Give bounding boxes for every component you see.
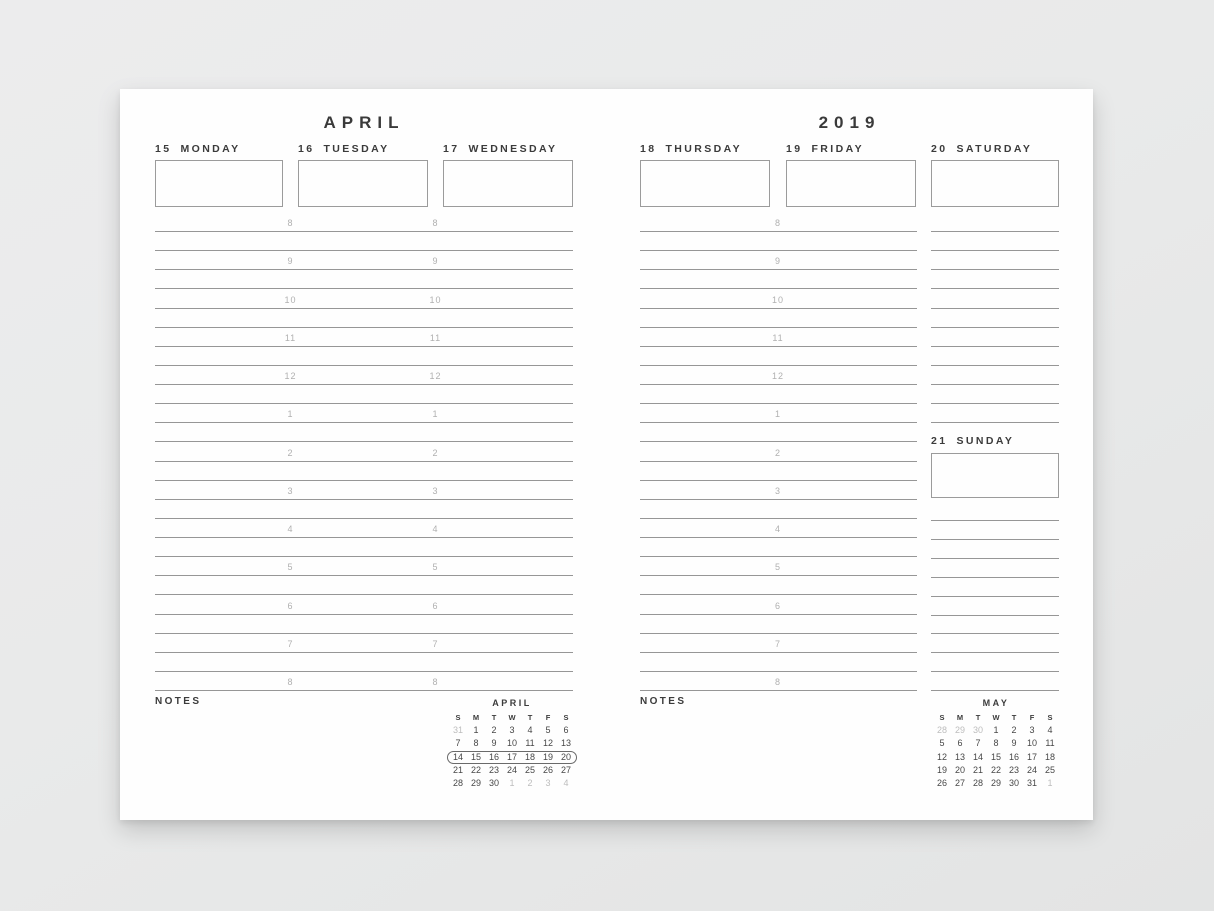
mini-calendar-day: 27 (954, 777, 965, 788)
mini-calendar-day: 24 (1026, 764, 1037, 775)
rule-line (931, 520, 1059, 521)
rule-line (155, 288, 573, 289)
day-header-friday (786, 143, 864, 156)
mini-calendar-day: 20 (954, 764, 965, 775)
rule-line (640, 269, 917, 270)
mini-calendar-day: 29 (990, 777, 1001, 788)
hour-label-8: 8 (287, 218, 294, 228)
mini-calendar-day: 4 (1047, 725, 1053, 736)
mini-calendar-day: 17 (1026, 751, 1037, 762)
mini-calendar-dow: F (1029, 713, 1035, 722)
day-name: SUNDAY (956, 435, 1015, 447)
mini-calendar-week (449, 737, 575, 750)
hour-label-10: 10 (284, 294, 297, 305)
mini-calendar-day: 20 (560, 751, 571, 762)
rule-line (640, 384, 917, 385)
mini-calendar-day: 12 (542, 738, 553, 749)
day-number: 18 (640, 143, 657, 155)
mini-calendar-day: 7 (975, 738, 981, 749)
mini-calendar-day: 22 (470, 764, 481, 775)
rule-line (155, 690, 573, 691)
mini-calendar-day: 5 (939, 738, 945, 749)
hour-label-5: 5 (774, 562, 781, 573)
mini-calendar-day: 4 (527, 725, 533, 736)
hour-label-6: 6 (774, 600, 781, 611)
mini-calendar-day: 11 (525, 738, 535, 749)
mini-calendar-day: 1 (473, 725, 479, 736)
mini-calendar-day: 8 (473, 738, 479, 749)
rule-line (155, 441, 573, 442)
day-header-sunday (931, 435, 1014, 448)
hour-label-10: 10 (429, 294, 442, 305)
mini-calendar-day: 25 (524, 764, 535, 775)
rule-line (931, 577, 1059, 578)
rule-line (155, 556, 573, 557)
mini-calendar-week (933, 777, 1059, 790)
mini-calendar-day: 19 (936, 764, 947, 775)
rule-line (640, 422, 917, 423)
mini-calendar-title: APRIL (492, 698, 532, 708)
rule-line (931, 308, 1059, 309)
hour-label-2: 2 (774, 447, 781, 458)
rule-line (640, 231, 917, 232)
rule-line (931, 652, 1059, 653)
hour-label-3: 3 (287, 485, 294, 496)
hour-label-1: 1 (774, 409, 781, 420)
mini-calendar-dow: M (956, 713, 964, 722)
mini-calendar-day: 12 (936, 751, 947, 762)
hour-label-8: 8 (774, 218, 781, 228)
day-name: TUESDAY (323, 143, 390, 155)
rule-line (640, 556, 917, 557)
hour-label-9: 9 (287, 256, 294, 267)
mini-calendar-day: 29 (954, 725, 965, 736)
rule-line (931, 365, 1059, 366)
day-name: MONDAY (180, 143, 241, 155)
mini-calendar-day: 7 (455, 738, 461, 749)
mini-calendar-day: 19 (542, 751, 553, 762)
day-name: THURSDAY (665, 143, 743, 155)
rule-line (640, 480, 917, 481)
mini-calendar-dow: S (455, 713, 461, 722)
year-title: 2019 (818, 113, 881, 132)
rule-line (155, 461, 573, 462)
day-entry-box-monday (155, 160, 283, 207)
hour-label-2: 2 (432, 447, 439, 458)
mini-calendar-dow-row (449, 711, 575, 724)
hour-label-7: 7 (774, 638, 781, 649)
rule-line (155, 614, 573, 615)
hour-label-6: 6 (432, 600, 439, 611)
rule-line (640, 327, 917, 328)
rule-line (640, 633, 917, 634)
mini-calendar-day: 31 (1026, 777, 1037, 788)
mini-calendar-day: 5 (545, 725, 551, 736)
rule-line (155, 346, 573, 347)
mini-calendar-day: 10 (506, 738, 517, 749)
mini-calendar-day: 9 (1011, 738, 1017, 749)
mini-calendar-week (449, 724, 575, 737)
rule-line (931, 671, 1059, 672)
day-entry-box-wednesday (443, 160, 573, 207)
day-entry-box-tuesday (298, 160, 428, 207)
mini-calendar-may (933, 698, 1059, 790)
rule-line (155, 250, 573, 251)
mini-calendar-dow: T (527, 713, 533, 722)
hour-label-8: 8 (287, 677, 294, 687)
rule-line (155, 499, 573, 500)
hour-label-7: 7 (287, 638, 294, 649)
rule-line (155, 308, 573, 309)
mini-calendar-day: 26 (542, 764, 553, 775)
mini-calendar-april (449, 698, 575, 790)
rule-line (155, 422, 573, 423)
mini-calendar-day: 6 (957, 738, 963, 749)
day-number: 19 (786, 143, 803, 155)
rule-line (155, 671, 573, 672)
rule-line (155, 365, 573, 366)
mini-calendar-day: 26 (936, 777, 947, 788)
rule-line (155, 594, 573, 595)
mini-calendar-day: 1 (993, 725, 999, 736)
mini-calendar-week (933, 724, 1059, 737)
rule-line (931, 596, 1059, 597)
mini-calendar-day: 31 (452, 725, 463, 736)
mini-calendar-day: 18 (1044, 751, 1055, 762)
mini-calendar-day: 13 (954, 751, 965, 762)
rule-line (931, 690, 1059, 691)
mini-calendar-day: 2 (527, 777, 533, 788)
rule-line (931, 231, 1059, 232)
rule-line (931, 327, 1059, 328)
rule-line (640, 614, 917, 615)
mini-calendar-day: 14 (452, 751, 463, 762)
day-number: 17 (443, 143, 460, 155)
rule-line (155, 403, 573, 404)
mini-calendar-day: 1 (509, 777, 515, 788)
hour-label-10: 10 (771, 294, 784, 305)
mini-calendar-day: 27 (560, 764, 571, 775)
day-header-wednesday (443, 143, 557, 156)
notes-label-right: NOTES (640, 696, 687, 707)
mini-calendar-day: 16 (1008, 751, 1019, 762)
day-name: FRIDAY (811, 143, 865, 155)
mini-calendar-week (933, 764, 1059, 777)
rule-line (640, 346, 917, 347)
hour-label-12: 12 (284, 371, 297, 381)
rule-line (931, 403, 1059, 404)
rule-line (640, 537, 917, 538)
rule-line (931, 633, 1059, 634)
mini-calendar-day: 23 (1008, 764, 1019, 775)
rule-line (640, 288, 917, 289)
mini-calendar-week (449, 751, 575, 764)
mini-calendar-day: 17 (506, 751, 517, 762)
mini-calendar-day: 30 (1008, 777, 1019, 788)
rule-line (931, 384, 1059, 385)
rule-line (155, 575, 573, 576)
mini-calendar-day: 15 (470, 751, 481, 762)
mini-calendar-dow: F (545, 713, 551, 722)
day-entry-box-friday (786, 160, 916, 207)
hour-label-8: 8 (774, 677, 781, 687)
hour-label-1: 1 (432, 409, 439, 420)
mini-calendar-day: 3 (1029, 725, 1035, 736)
mini-calendar-dow: S (939, 713, 945, 722)
rule-line (640, 690, 917, 691)
mini-calendar-dow: S (563, 713, 569, 722)
mini-calendar-dow: T (491, 713, 497, 722)
rule-line (931, 288, 1059, 289)
mini-calendar-day: 24 (506, 764, 517, 775)
mini-calendar-day: 2 (491, 725, 497, 736)
hour-label-11: 11 (429, 332, 442, 343)
mini-calendar-week (933, 751, 1059, 764)
day-number: 20 (931, 143, 948, 155)
mini-calendar-day: 16 (488, 751, 499, 762)
hour-label-11: 11 (284, 332, 297, 343)
hour-label-5: 5 (432, 562, 439, 573)
rule-line (155, 480, 573, 481)
mini-calendar-dow: W (508, 713, 516, 722)
mini-calendar-dow: W (992, 713, 1000, 722)
rule-line (931, 250, 1059, 251)
rule-line (640, 652, 917, 653)
rule-line (155, 518, 573, 519)
mini-calendar-day: 2 (1011, 725, 1017, 736)
day-entry-box-thursday (640, 160, 770, 207)
rule-line (640, 594, 917, 595)
hour-label-4: 4 (432, 524, 439, 534)
rule-line (931, 422, 1059, 423)
day-header-saturday (931, 143, 1032, 156)
day-name: WEDNESDAY (468, 143, 558, 155)
hour-label-12: 12 (771, 371, 784, 381)
hour-label-3: 3 (432, 485, 439, 496)
mini-calendar-day: 28 (452, 777, 463, 788)
mini-calendar-day: 28 (972, 777, 983, 788)
hour-label-9: 9 (774, 256, 781, 267)
mini-calendar-title: MAY (982, 698, 1010, 708)
rule-line (640, 575, 917, 576)
mini-calendar-day: 22 (990, 764, 1001, 775)
mini-calendar-day: 15 (990, 751, 1001, 762)
mini-calendar-dow: S (1047, 713, 1053, 722)
rule-line (931, 558, 1059, 559)
hour-label-5: 5 (287, 562, 294, 573)
mini-calendar-day: 1 (1047, 777, 1053, 788)
rule-line (155, 231, 573, 232)
mini-calendar-dow: T (975, 713, 981, 722)
day-entry-box-saturday (931, 160, 1059, 207)
mini-calendar-day: 21 (452, 764, 463, 775)
hour-label-4: 4 (774, 524, 781, 534)
rule-line (640, 403, 917, 404)
hour-label-2: 2 (287, 447, 294, 458)
hour-label-3: 3 (774, 485, 781, 496)
hour-label-7: 7 (432, 638, 439, 649)
rule-line (640, 250, 917, 251)
rule-line (640, 441, 917, 442)
mini-calendar-dow: T (1011, 713, 1017, 722)
mini-calendar-day: 3 (545, 777, 551, 788)
hour-label-8: 8 (432, 677, 439, 687)
hour-label-11: 11 (772, 332, 784, 343)
month-title: APRIL (323, 113, 405, 132)
mini-calendar-day: 4 (563, 777, 569, 788)
mini-calendar-dow: M (472, 713, 480, 722)
rule-line (155, 633, 573, 634)
rule-line (155, 384, 573, 385)
rule-line (155, 327, 573, 328)
mini-calendar-day: 3 (509, 725, 515, 736)
mini-calendar-day: 6 (563, 725, 569, 736)
rule-line (640, 308, 917, 309)
mini-calendar-day: 30 (972, 725, 983, 736)
mini-calendar-day: 28 (936, 725, 947, 736)
rule-line (640, 671, 917, 672)
day-number: 21 (931, 435, 948, 447)
notes-label-left: NOTES (155, 696, 202, 707)
hour-label-8: 8 (432, 218, 439, 228)
day-header-thursday (640, 143, 742, 156)
day-number: 15 (155, 143, 172, 155)
rule-line (640, 499, 917, 500)
mini-calendar-day: 10 (1026, 738, 1037, 749)
day-entry-box-sunday (931, 453, 1059, 498)
rule-line (931, 539, 1059, 540)
mini-calendar-day: 11 (1045, 738, 1055, 749)
rule-line (931, 269, 1059, 270)
hour-label-12: 12 (429, 371, 442, 381)
mini-calendar-day: 18 (524, 751, 535, 762)
day-header-monday (155, 143, 241, 156)
mini-calendar-week (933, 737, 1059, 750)
hour-label-9: 9 (432, 256, 439, 267)
mini-calendar-day: 30 (488, 777, 499, 788)
rule-line (640, 365, 917, 366)
mini-calendar-day: 23 (488, 764, 499, 775)
mini-calendar-day: 29 (470, 777, 481, 788)
day-number: 16 (298, 143, 315, 155)
hour-label-4: 4 (287, 524, 294, 534)
mini-calendar-day: 9 (491, 738, 497, 749)
day-header-tuesday (298, 143, 390, 156)
mini-calendar-day: 25 (1044, 764, 1055, 775)
rule-line (931, 346, 1059, 347)
rule-line (155, 652, 573, 653)
rule-line (155, 269, 573, 270)
mini-calendar-week (449, 777, 575, 790)
rule-line (640, 518, 917, 519)
mini-calendar-day: 21 (972, 764, 983, 775)
mini-calendar-day: 8 (993, 738, 999, 749)
rule-line (640, 461, 917, 462)
rule-line (931, 615, 1059, 616)
mini-calendar-day: 13 (560, 738, 571, 749)
hour-label-6: 6 (287, 600, 294, 611)
rule-line (155, 537, 573, 538)
mini-calendar-week (449, 764, 575, 777)
mini-calendar-dow-row (933, 711, 1059, 724)
mini-calendar-day: 14 (972, 751, 983, 762)
hour-label-1: 1 (287, 409, 294, 420)
planner-page (120, 89, 1093, 820)
day-name: SATURDAY (956, 143, 1033, 155)
